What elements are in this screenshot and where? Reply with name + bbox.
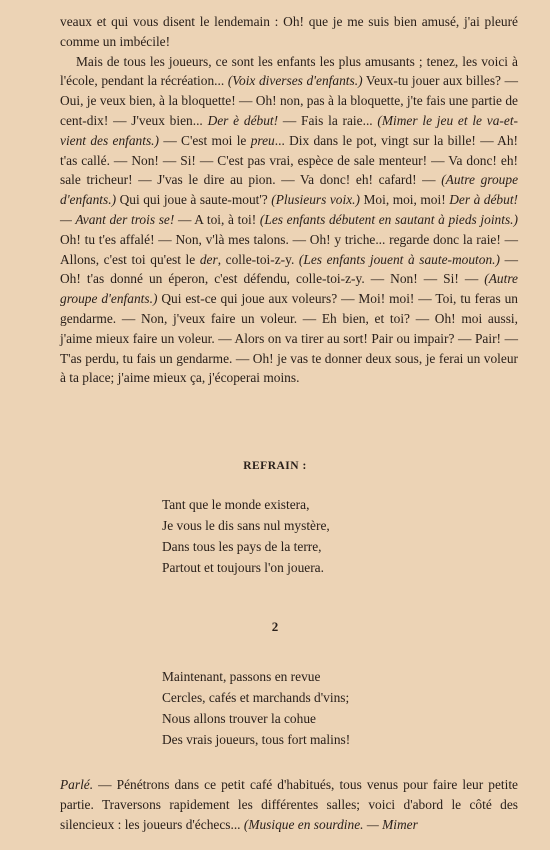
paragraph-text: Qui qui joue à saute-mout'? — [116, 192, 272, 208]
paragraph-text: ... Dix dans le pot, vingt sur la bille! — Ah! t'as callé. — Non! — Si! — C'est pas vrai, espèce de sale menteur! — Va donc! eh! sale tricheur! — J'vas le dire au pion. — Va donc! eh! cafard! — — [60, 132, 518, 188]
verse-line: Cercles, cafés et marchands d'vins; — [162, 690, 350, 705]
spoken-text: — Pénétrons dans ce petit café d'habitués, tous venus pour faire leur petite partie. Traversons rapidement les différentes salles; voici d'abord le côté des silencieux : les joueurs d'échecs... — [60, 777, 518, 832]
stage-direction: Der à début! — Avant der trois se! — [60, 192, 518, 227]
stage-direction: (Voix diverses d'enfants.) — [227, 73, 363, 89]
verse-line: Dans tous les pays de la terre, — [162, 539, 322, 554]
paragraph-text: Oh! tu t'es affalé! — Non, v'là mes talons. — Oh! y triche... regarde donc la raie! — Allons, c'est toi qu'est le — [60, 231, 518, 267]
paragraph-text: — A toi, à toi! — [174, 211, 260, 227]
stanza-number: 2 — [271, 619, 279, 634]
verse-line: Partout et toujours l'on jouera. — [162, 560, 324, 575]
paragraph-text: Mais de tous les joueurs, ce sont les enfants les plus amusants ; tenez, les voici à l'école, pendant la récréation... — [60, 53, 518, 89]
spoken-paragraph — [60, 775, 518, 834]
paragraph-text: — C'est moi le — [159, 132, 251, 148]
stage-direction: (Musique en sourdine. — Mimer — [243, 816, 418, 832]
paragraph-text: — Fais la raie... — [278, 112, 378, 128]
verse-line: Je vous le dis sans nul mystère, — [162, 518, 330, 533]
stage-direction: (Les enfants débutent en sautant à pieds joints.) — [259, 211, 518, 227]
prose-block — [60, 12, 518, 388]
verse-line: Nous allons trouver la cohue — [162, 711, 316, 726]
stage-direction: (Mimer le jeu et le va-et-vient des enfants.) — [60, 112, 518, 148]
verse-line: Des vrais joueurs, tous fort malins! — [162, 732, 351, 747]
stage-direction: preu — [250, 132, 275, 148]
stage-direction: (Autre groupe d'enfants.) — [60, 271, 518, 307]
stanza-verse — [162, 666, 350, 750]
stage-direction: Der è début! — [207, 112, 279, 128]
paragraph-text: Qui est-ce qui joue aux voleurs? — Moi! moi! — Toi, tu feras un gendarme. — Non, j'veux faire un voleur. — Eh bien, et toi? — Oh! moi aussi, j'aime mieux faire un voleur. — Alors on va tirer au sort! Pair ou impair? — Pair! — T'as perdu, tu fais un gendarme. — Oh! je vas te donner deux sous, je ferai un voleur à ta place; j'aime mieux ça, j'écoperai moins. — [60, 291, 518, 386]
paragraph-2 — [60, 52, 518, 389]
refrain-heading: REFRAIN : — [243, 460, 307, 472]
refrain-verse — [162, 494, 330, 578]
paragraph-text: Veux-tu jouer aux billes? — Oui, je veux bien, à la bloquette! — Oh! non, pas à la bloquette, j'te fais une partie de cent-dix! — J'veux bien... — [60, 73, 518, 128]
stage-direction: (Les enfants jouent à saute-mouton.) — [298, 251, 500, 267]
paragraph-text: , colle-toi-z-y. — [217, 251, 299, 267]
verse-line: Tant que le monde existera, — [162, 497, 310, 512]
verse-line: Maintenant, passons en revue — [162, 669, 321, 684]
paragraph-text: veaux et qui vous disent le lendemain : Oh! que je me suis bien amusé, j'ai pleuré comme un imbécile! — [60, 14, 518, 49]
stage-direction: (Plusieurs voix.) — [271, 192, 360, 208]
paragraph-text: — Oh! t'as donné un éperon, c'est défendu, colle-toi-z-y. — Non! — Si! — — [60, 251, 518, 287]
paragraph-1 — [60, 12, 518, 52]
stage-direction: der — [199, 251, 218, 267]
spoken-section — [60, 775, 518, 834]
spoken-label: Parlé. — [60, 777, 94, 792]
paragraph-text: Moi, moi, moi! — [359, 192, 450, 208]
stage-direction: (Autre groupe d'enfants.) — [60, 172, 519, 208]
